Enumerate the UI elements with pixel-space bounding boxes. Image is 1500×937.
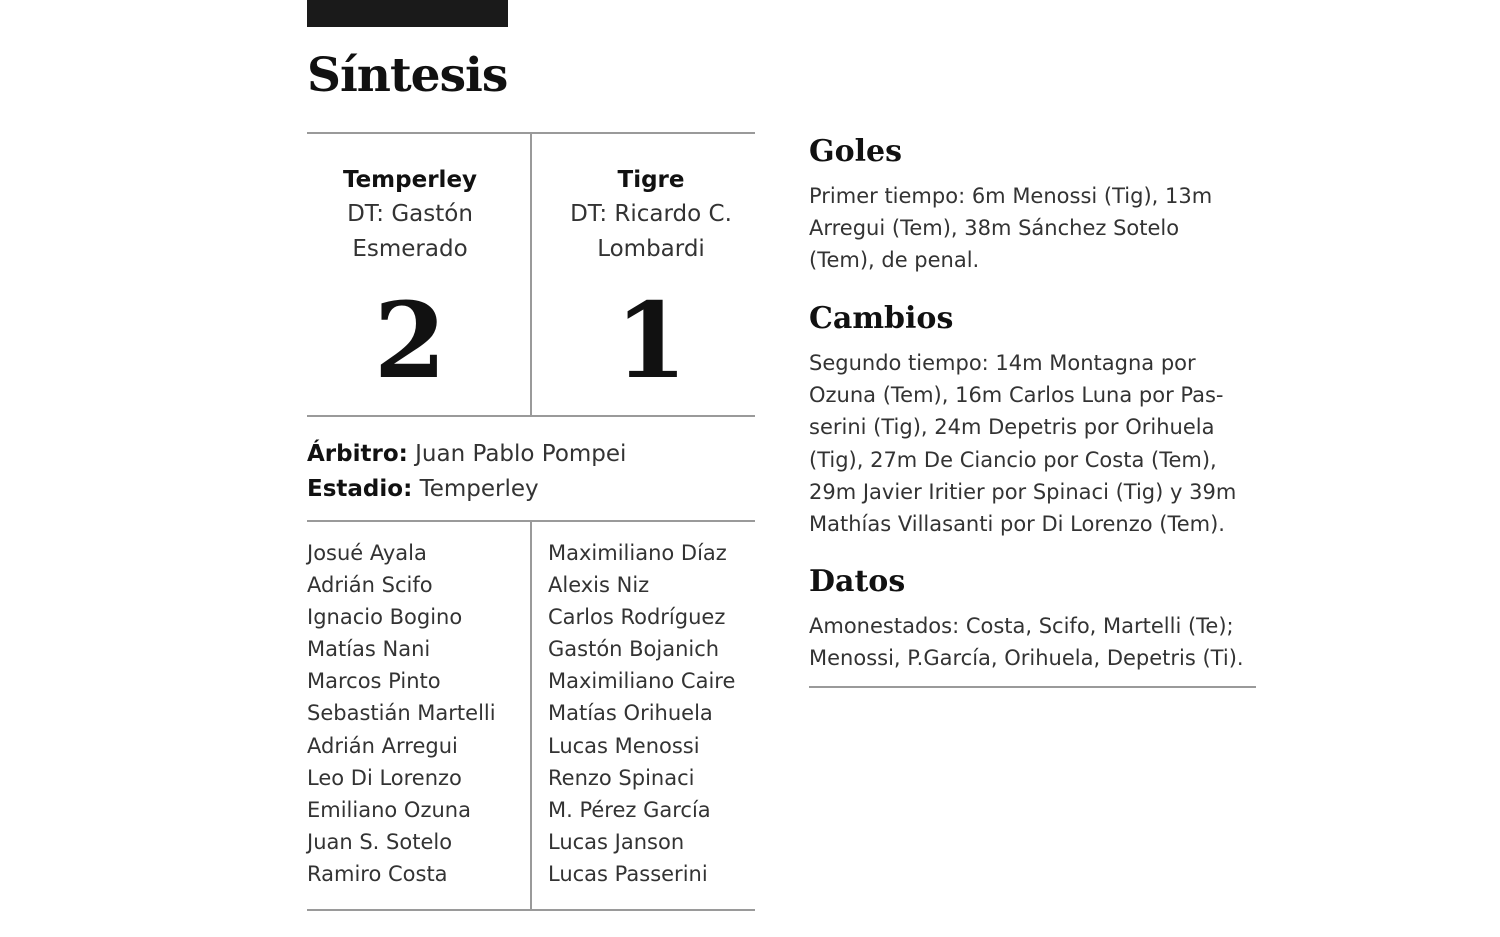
- list-item: Alexis Niz: [548, 573, 650, 598]
- divider: [307, 415, 755, 417]
- text-line: Amonestados: Costa, Scifo, Martelli (Te);: [809, 614, 1234, 638]
- list-item: Adrián Arregui: [307, 733, 458, 758]
- home-coach-line1: DT: Gastón: [347, 201, 473, 227]
- list-item: Adrián Scifo: [307, 573, 433, 598]
- text-line: Arregui (Tem), 38m Sánchez Sotelo: [809, 216, 1180, 241]
- list-item: Gastón Bojanich: [548, 637, 720, 662]
- away-score: 1: [614, 279, 688, 402]
- list-item: Josué Ayala: [307, 541, 427, 565]
- text-line: Segundo tiempo: 14m Montagna por: [809, 351, 1196, 375]
- page-title: Síntesis: [307, 48, 508, 103]
- home-lineup: [307, 537, 496, 890]
- list-item: Lucas Janson: [548, 829, 685, 854]
- header-bar: [307, 0, 508, 27]
- data-text: [809, 610, 1259, 674]
- text-line: Mathías Villasanti por Di Lorenzo (Tem).: [809, 512, 1225, 537]
- away-lineup: [548, 537, 735, 890]
- list-item: Maximiliano Díaz: [548, 541, 727, 565]
- substitutions-text: [809, 347, 1259, 540]
- text-line: (Tig), 27m De Ciancio por Costa (Tem),: [809, 447, 1217, 472]
- list-item: Ignacio Bogino: [307, 605, 463, 630]
- away-team-name: Tigre: [617, 167, 685, 193]
- list-item: Emiliano Ozuna: [307, 797, 471, 822]
- text-line: Primer tiempo: 6m Menossi (Tig), 13m: [809, 184, 1213, 208]
- text-line: serini (Tig), 24m Depetris por Orihuela: [809, 415, 1215, 440]
- text-line: Ozuna (Tem), 16m Carlos Luna por Pas-: [809, 383, 1224, 408]
- list-item: Lucas Menossi: [548, 733, 700, 758]
- divider: [307, 909, 755, 911]
- substitutions-heading: Cambios: [809, 301, 954, 336]
- list-item: M. Pérez García: [548, 797, 711, 822]
- referee: [307, 437, 626, 472]
- divider: [530, 522, 532, 910]
- stadium-label: Estadio:: [307, 476, 413, 502]
- away-coach-line2: Lombardi: [597, 236, 705, 262]
- text-line: 29m Javier Iritier por Spinaci (Tig) y 39m: [809, 479, 1237, 504]
- list-item: Matías Orihuela: [548, 701, 713, 726]
- list-item: Sebastián Martelli: [307, 701, 496, 726]
- home-coach-line2: Esmerado: [352, 236, 468, 262]
- away-team: [540, 163, 762, 267]
- data-heading: Datos: [809, 564, 906, 599]
- list-item: Matías Nani: [307, 637, 431, 662]
- list-item: Ramiro Costa: [307, 861, 448, 886]
- list-item: Leo Di Lorenzo: [307, 765, 462, 790]
- list-item: Marcos Pinto: [307, 669, 441, 694]
- home-score: 2: [373, 279, 447, 402]
- divider: [809, 686, 1256, 688]
- home-team: [299, 163, 521, 267]
- divider: [530, 134, 532, 416]
- stadium-name: Temperley: [412, 476, 539, 502]
- text-line: (Tem), de penal.: [809, 248, 980, 273]
- stadium: [307, 472, 539, 507]
- referee-label: Árbitro:: [307, 441, 408, 467]
- away-coach-line1: DT: Ricardo C.: [570, 201, 732, 227]
- list-item: Lucas Passerini: [548, 861, 708, 886]
- list-item: Juan S. Sotelo: [307, 829, 453, 854]
- goals-text: [809, 180, 1259, 277]
- referee-name: Juan Pablo Pompei: [407, 441, 627, 467]
- goals-heading: Goles: [809, 134, 903, 169]
- list-item: Carlos Rodríguez: [548, 605, 726, 630]
- list-item: Maximiliano Caire: [548, 669, 736, 694]
- list-item: Renzo Spinaci: [548, 765, 695, 790]
- text-line: Menossi, P.García, Orihuela, Depetris (Ti).: [809, 646, 1244, 671]
- home-team-name: Temperley: [342, 167, 478, 193]
